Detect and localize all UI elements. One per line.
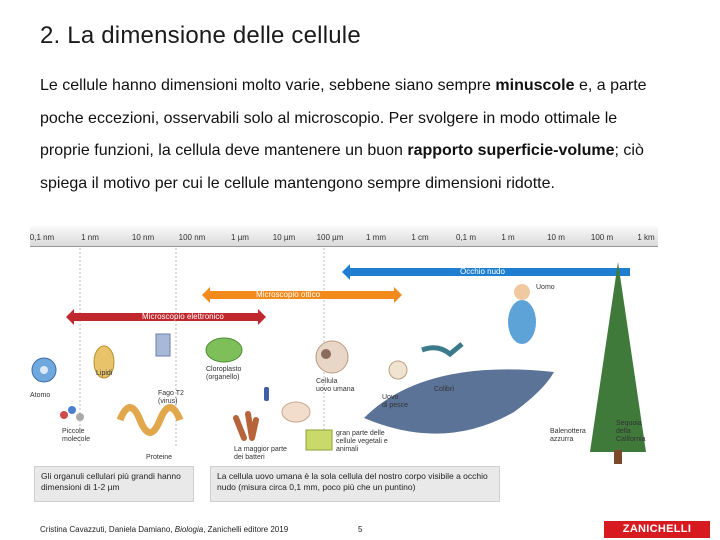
scale-tick: 1 m <box>501 233 515 242</box>
scale-tick: 1 nm <box>81 233 99 242</box>
small-molecules-label: Piccole molecole <box>62 428 91 443</box>
scale-tick: 0,1 m <box>455 233 477 242</box>
optical-microscope-label: Microscopio ottico <box>256 290 321 299</box>
naked-eye-label: Occhio nudo <box>460 267 505 276</box>
bacterium-icon <box>264 387 269 401</box>
phage-icon <box>156 334 170 356</box>
sequoia-label: Sequoia della California <box>616 420 646 443</box>
scale-tick: 10 m <box>547 233 565 242</box>
body-paragraph <box>40 70 660 200</box>
electron-microscope-label: Microscopio elettronico <box>142 312 224 321</box>
bacteria-icon <box>236 414 256 438</box>
scale-tick: 100 nm <box>178 233 206 242</box>
chloroplast-label: Cloroplasto (organello) <box>206 366 242 381</box>
paragraph-text-1: Le cellule hanno dimensioni molto varie, sebbene siano sempre <box>40 77 496 94</box>
footer-book-title: Biologia <box>174 525 204 534</box>
cell-nucleus-icon <box>321 349 331 359</box>
atom-label: Atomo <box>30 392 51 399</box>
paragraph-bold-2: rapporto superficie-volume <box>407 142 615 159</box>
man-label: Uomo <box>536 284 555 291</box>
slide-title: 2. La dimensione delle cellule <box>40 22 361 49</box>
scale-tick: 100 m <box>590 233 614 242</box>
scale-tick: 1 µm <box>231 233 249 242</box>
scale-tick: 1 cm <box>411 233 429 242</box>
human-cell-label: Cellula uovo umana <box>316 378 355 393</box>
plant-cells-label: gran parte delle cellule vegetali e animali <box>336 430 388 453</box>
man-icon <box>508 300 536 344</box>
bacteria-label: La maggior parte dei batteri <box>234 446 287 461</box>
plant-cell-icon <box>306 430 332 450</box>
publisher-logo: ZANICHELLI <box>604 521 710 538</box>
molecule-icon <box>60 411 68 419</box>
human-egg-cell-icon <box>316 341 348 373</box>
footer-publisher: , Zanichelli editore 2019 <box>203 525 289 534</box>
scale-tick: 10 µm <box>272 233 296 242</box>
lipids-label: Lipidi <box>96 370 113 377</box>
size-scale-figure <box>24 222 664 522</box>
man-head-icon <box>514 284 530 300</box>
paragraph-text-3: ; ciò spiega il motivo per cui le cellule mantengono sempre dimensioni ridotte. <box>40 142 644 192</box>
sequoia-trunk-icon <box>614 450 622 464</box>
protein-icon <box>120 408 180 433</box>
chloroplast-icon <box>206 338 242 362</box>
paragraph-bold-1: minuscole <box>495 77 575 94</box>
scale-tick: 1 km <box>637 233 655 242</box>
hummingbird-icon <box>422 344 462 354</box>
scale-tick: 10 nm <box>131 233 155 242</box>
animal-cell-icon <box>282 402 310 422</box>
footer-credits <box>40 525 288 534</box>
scale-tick: 1 mm <box>366 233 386 242</box>
scale-tick: 100 µm <box>316 233 344 242</box>
hummingbird-label: Colibrì <box>434 386 455 393</box>
proteins-label: Proteine <box>146 454 173 461</box>
atom-nucleus-icon <box>40 366 48 374</box>
molecule-icon <box>68 406 76 414</box>
molecule-icon <box>76 413 84 421</box>
organelles-note: Gli organuli cellulari più grandi hanno dimensioni di 1-2 µm <box>34 466 194 502</box>
scale-tick: 0,1 nm <box>29 233 55 242</box>
phage-label: Fago T2 (virus) <box>158 390 184 405</box>
paragraph-text-2: e, a parte poche eccezioni, osservabili solo al microscopio. Per svolgere in modo ottimale le proprie funzioni, la cellula deve mantenere un buon <box>40 77 647 159</box>
footer-authors: Cristina Cavazzuti, Daniela Damiano, <box>40 525 175 534</box>
fish-egg-label: Uovo di pesce <box>382 394 409 409</box>
fish-egg-icon <box>389 361 407 379</box>
page-number: 5 <box>358 525 363 534</box>
whale-label: Balenottera azzurra <box>550 428 586 443</box>
human-egg-note: La cellula uovo umana è la sola cellula del nostro corpo visibile a occhio nudo (misura circa 0,1 mm, poco più che un puntino) <box>210 466 500 502</box>
